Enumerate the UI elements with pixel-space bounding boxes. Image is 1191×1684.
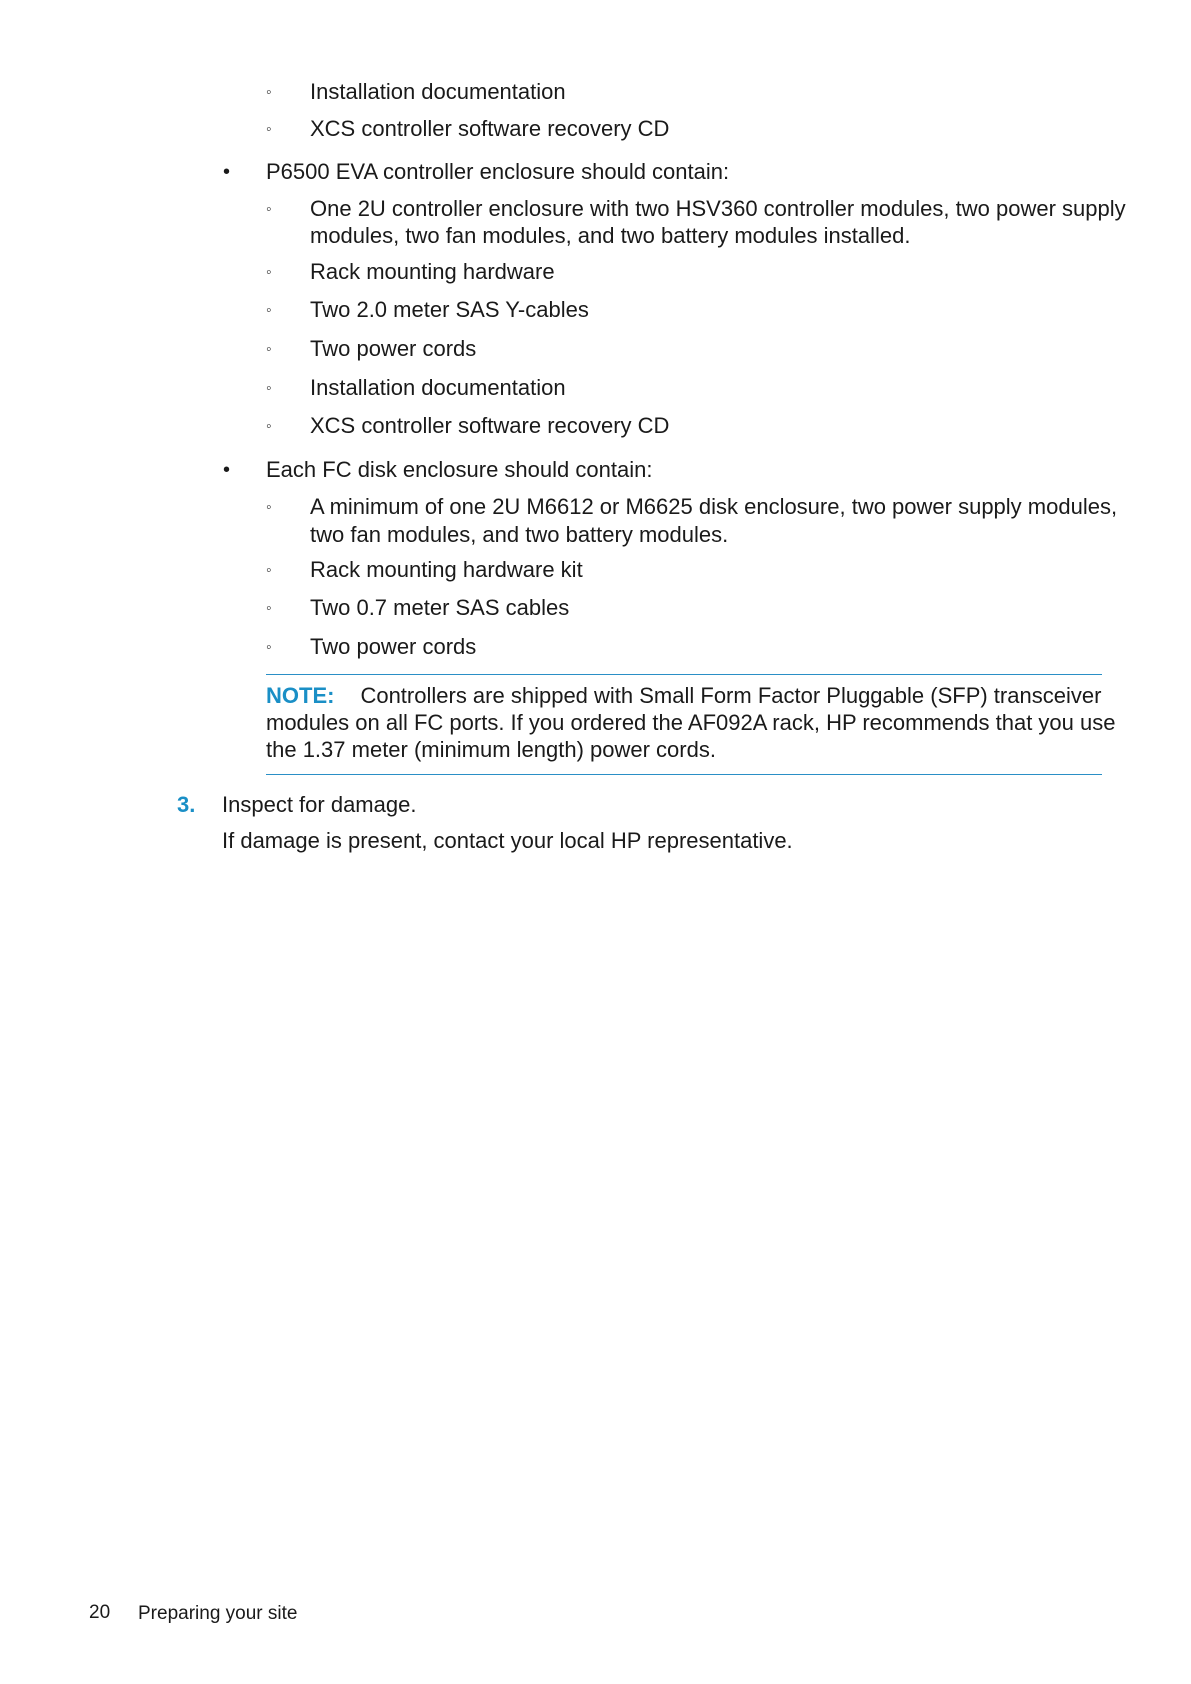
step-title: Inspect for damage. (222, 792, 417, 817)
page-number: 20 (89, 1602, 111, 1623)
note-label: NOTE: (266, 683, 335, 708)
list-item: XCS controller software recovery CD (310, 116, 670, 141)
sub-bullet-icon: ◦ (266, 418, 272, 435)
list-item: One 2U controller enclosure with two HSV360 controller modules, two power supply (310, 196, 1126, 221)
bullet-icon: • (223, 459, 231, 481)
list-item: Two 0.7 meter SAS cables (310, 595, 570, 620)
list-item: Two 2.0 meter SAS Y-cables (310, 297, 589, 322)
list-item: Rack mounting hardware kit (310, 557, 583, 582)
sub-bullet-icon: ◦ (266, 201, 272, 218)
step-number: 3. (177, 792, 196, 817)
sub-bullet-icon: ◦ (266, 341, 272, 358)
sub-bullet-icon: ◦ (266, 302, 272, 319)
list-item: Installation documentation (310, 79, 566, 104)
list-item: XCS controller software recovery CD (310, 413, 670, 438)
note-line: modules on all FC ports. If you ordered the AF092A rack, HP recommends that you use (266, 710, 1116, 735)
footer-section-title: Preparing your site (138, 1603, 298, 1624)
bullet-icon: • (223, 161, 231, 183)
list-item: A minimum of one 2U M6612 or M6625 disk enclosure, two power supply modules, (310, 494, 1118, 519)
list-item-continuation: modules, two fan modules, and two battery modules installed. (310, 223, 911, 248)
note-line: the 1.37 meter (minimum length) power cords. (266, 737, 716, 762)
sub-bullet-icon: ◦ (266, 639, 272, 656)
sub-bullet-icon: ◦ (266, 121, 272, 138)
list-item: Rack mounting hardware (310, 259, 555, 284)
sub-bullet-icon: ◦ (266, 264, 272, 281)
sub-bullet-icon: ◦ (266, 499, 272, 516)
note-line (266, 682, 1101, 709)
list-item: Two power cords (310, 336, 477, 361)
list-item: Two power cords (310, 634, 477, 659)
note-top-rule (266, 674, 1102, 675)
sub-bullet-icon: ◦ (266, 600, 272, 617)
list-item-continuation: two fan modules, and two battery modules. (310, 522, 729, 547)
note-text: Controllers are shipped with Small Form Factor Pluggable (SFP) transceiver (360, 683, 1102, 708)
step-detail: If damage is present, contact your local HP representative. (222, 828, 793, 853)
note-bottom-rule (266, 774, 1102, 775)
section-heading: P6500 EVA controller enclosure should contain: (266, 159, 730, 184)
sub-bullet-icon: ◦ (266, 562, 272, 579)
section-heading: Each FC disk enclosure should contain: (266, 457, 653, 482)
list-item: Installation documentation (310, 375, 566, 400)
sub-bullet-icon: ◦ (266, 380, 272, 397)
sub-bullet-icon: ◦ (266, 84, 272, 101)
